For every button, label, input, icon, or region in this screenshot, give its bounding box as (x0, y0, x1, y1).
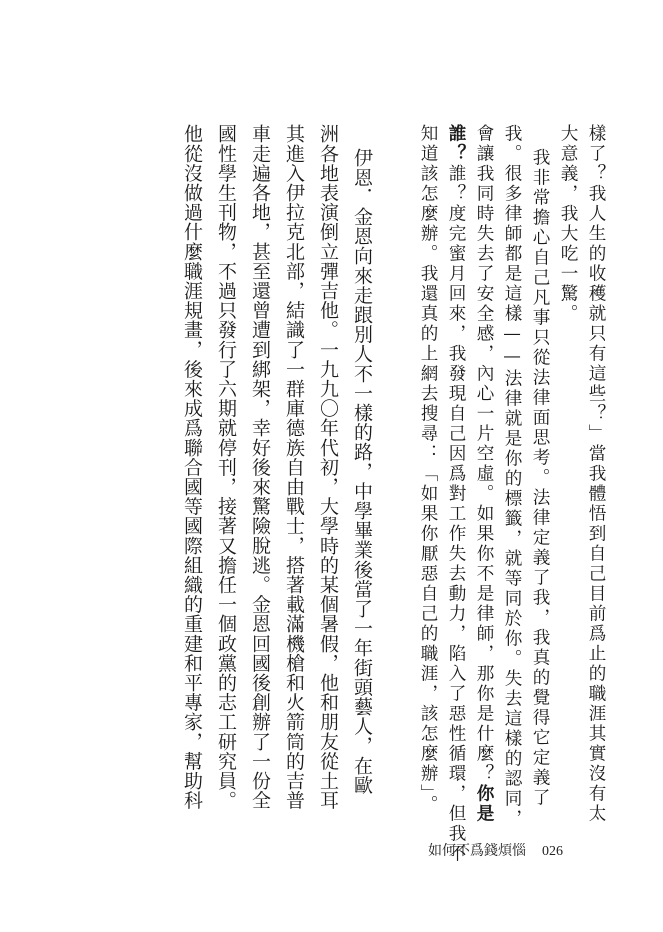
body-column-2: 洲各地表演倒立彈吉他。一九九〇年代初，大學時的某個暑假，他和朋友從土耳 (317, 124, 339, 810)
book-title: 如何不爲錢煩惱 (428, 843, 526, 859)
quote-column-2: 大意義，我大吃一驚。 (558, 124, 578, 324)
quote-column-6 (444, 124, 468, 864)
quote-column-7: 知道該怎麼辦。我還真的上網去搜尋：「如果你厭惡自己的職涯，該怎麼辦」。 (418, 124, 438, 816)
quote-column-6-text: 誰？度完蜜月回來，我發現自己因爲對工作失去動力，陷入了惡性循環，但我不 (446, 164, 466, 864)
body-column-6: 他從沒做過什麼職涯規畫，後來成爲聯合國等國際組織的重建和平專家，幫助科 (181, 124, 203, 810)
quote-bold-who: 誰？ (446, 124, 467, 164)
quote-column-5 (472, 124, 496, 824)
body-column-1: 伊恩．金恩向來走跟別人不一樣的路，中學畢業後當了一年街頭藝人，在歐 (351, 148, 373, 795)
quote-column-1: 樣了？我人生的收穫就只有這些？」當我體悟到自己目前爲止的職涯其實沒有太 (586, 124, 606, 824)
page-footer (428, 840, 563, 860)
quote-bold-you-are: 你是 (474, 784, 495, 824)
body-column-4: 車走遍各地，甚至還曾遭到綁架，幸好後來驚險脫逃。金恩回國後創辦了一份全 (249, 124, 271, 810)
body-column-5: 國性學生刊物，不過只發行了六期就停刊，接著又擔任一個政黨的志工研究員。 (215, 124, 237, 810)
quote-column-4: 我。很多律師都是這樣——法律就是你的標籤，就等同於你。失去這樣的認同， (502, 124, 522, 829)
quote-column-5-text: 會讓我同時失去了安全感，內心一片空虛。如果你不是律師，那你是什麼？ (474, 124, 494, 784)
body-column-3: 其進入伊拉克北部，結識了一群庫德族自由戰士，搭著載滿機槍和火箭筒的吉普 (283, 124, 305, 810)
quote-column-3: 我非常擔心自己凡事只從法律面思考。法律定義了我，我真的覺得它定義了 (530, 148, 550, 808)
page-number: 026 (542, 844, 563, 859)
